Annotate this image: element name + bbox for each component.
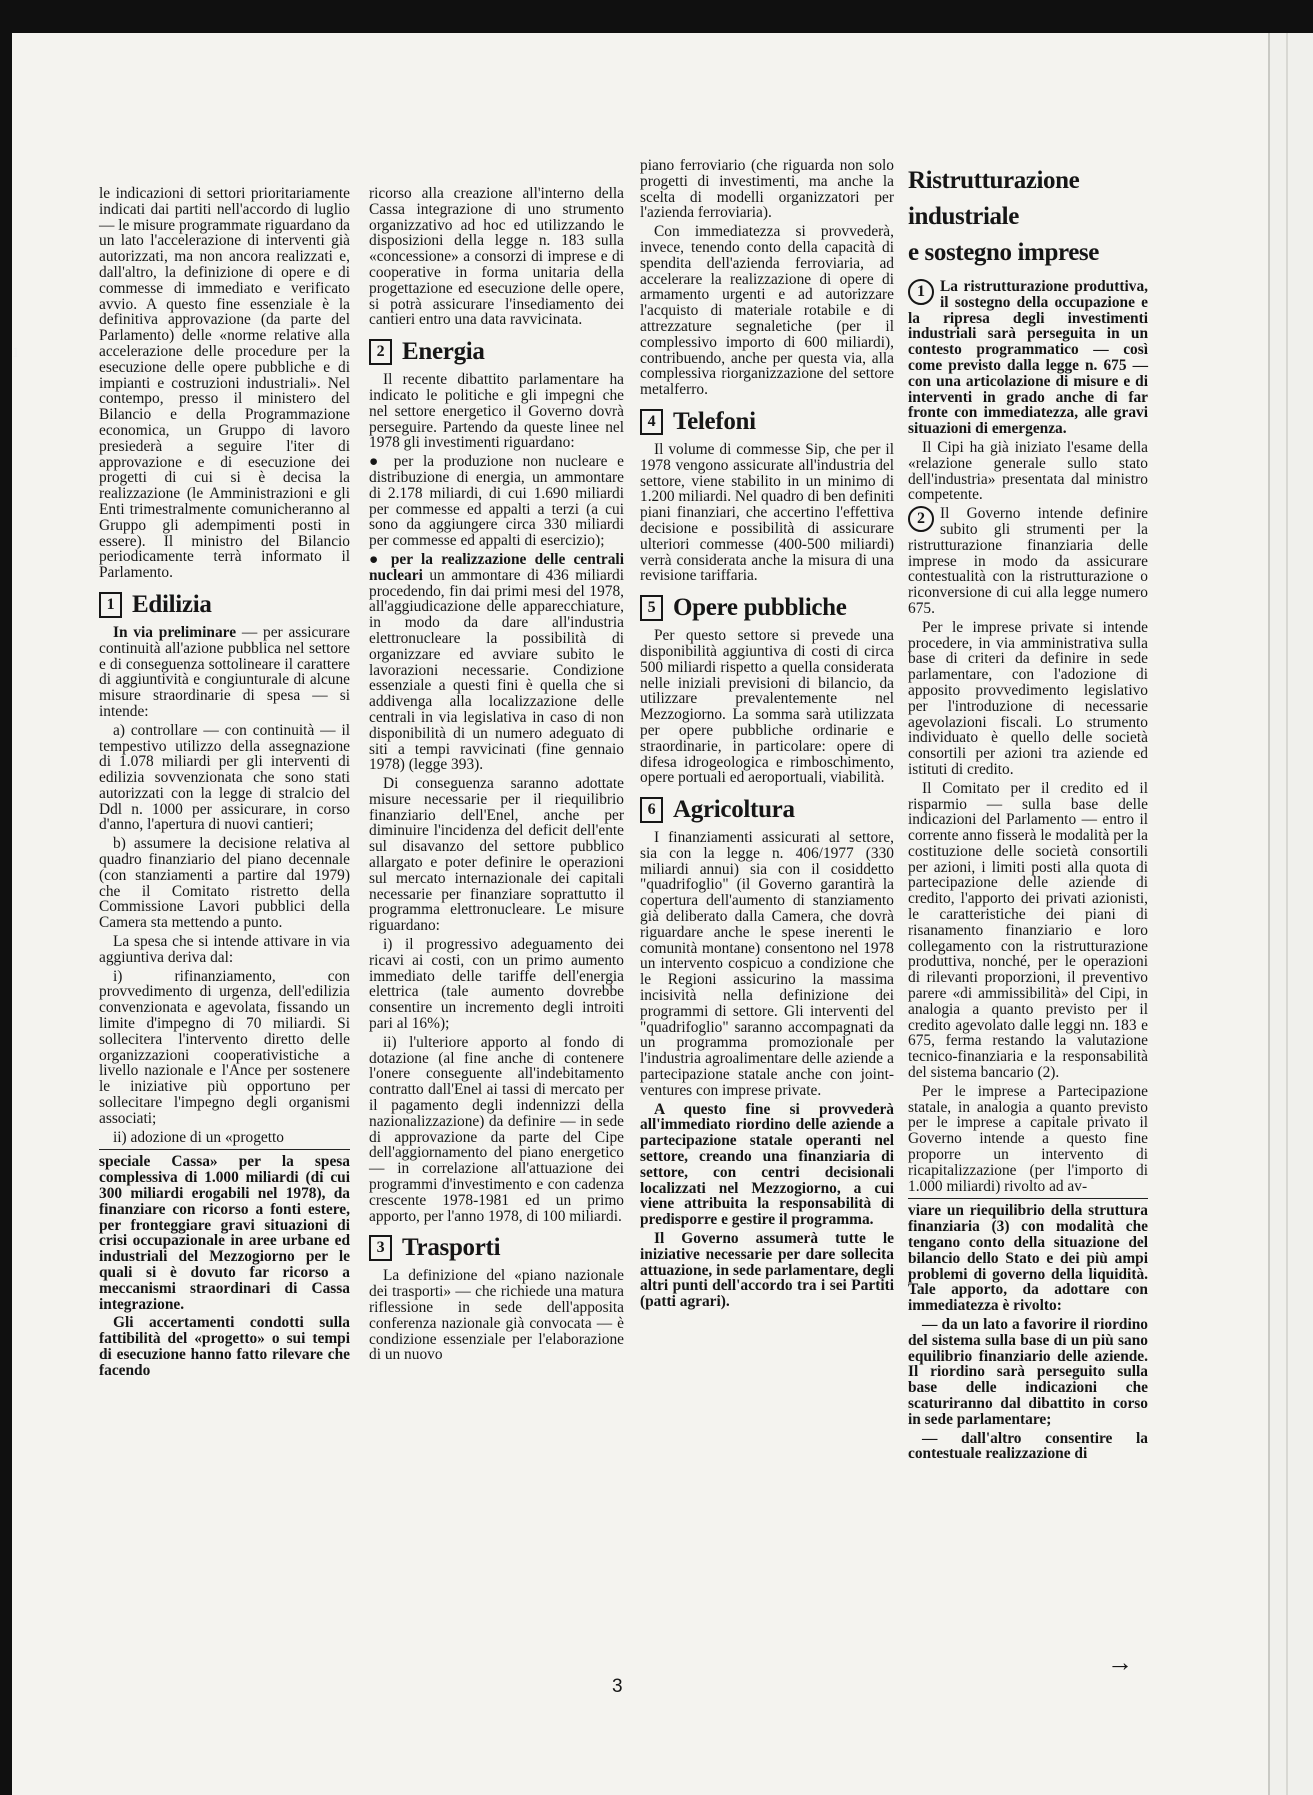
section-number-box: 6 [640,797,663,823]
section-heading-opere-pubbliche [640,594,894,622]
section-title: Agricoltura [673,796,795,824]
heading-line: industriale [908,203,1019,230]
col1-paragraph: i) rifinanziamento, con provvedimento di urgenza, dell'edilizia convenzionata e agevolata, fissando un limite d'impegno di 70 miliardi. Si sollecitera l'intervento diretto delle organizzazioni cooperativistiche a livello nazionale e l'Ance per sostenere le iniziative più opportuno per sollecitare l'impegno degli organismi associati; [99,967,350,1127]
section-number-box: 1 [99,592,122,618]
paragraph-text: un ammontare di 436 miliardi procedendo, fin dai primi mesi del 1978, all'aggiudicazione delle apparecchiature, in modo da dare all'industria elettronucleare la possibilità di organizzare ed avviare subito le lavorazioni necessarie. Condizione essenziale a questi fini è quella che si addivenga alla localizzazione delle centrali in via legislativa in caso di non disponibilità di un numero adeguato di siti a tempi ravvicinati (fine gennaio 1978) (legge 393). [369,566,624,774]
col4-paragraph: Per le imprese a Partecipazione statale, in analogia a quanto previsto per le imprese a capitale privato il Governo intende a questo fine proporre un intervento di ricapitalizzazione (per l'importo di 1.000 miliardi) rivolto ad av- [908,1082,1148,1195]
paragraph-text: — per assicurare continuità all'azione pubblica nel settore e di conseguenza sottolineare il carattere di aggiuntività e congiunturale di alcune misure straordinarie di spesa — si intende: [99,623,350,720]
page-edge [1268,33,1313,1795]
col3-paragraph: Con immediatezza si provvederà, invece, tenendo conto della capacità di spendita dell'azienda ferroviaria, ad accelerare la realizzazione di opere di armamento urgenti e ad autorizzare l'acquisto di materiale rotabile e di attrezzature segnaletiche (per il complessivo importo di 600 miliardi), contribuendo, anche per questa via, alla complessiva riorganizzazione del settore metalferro. [640,223,894,399]
col2-paragraph: La definizione del «piano nazionale dei trasporti» — che richiede una matura riflessione in sede dell'apposita conferenza nazionale già convocata — è condizione essenziale per l'elaborazione di un nuovo [369,1267,624,1364]
section-heading-telefoni [640,408,894,436]
section-title: Telefoni [673,407,756,435]
col2-paragraph [369,552,624,773]
divider [908,1198,1148,1199]
col4-paragraph: Per le imprese private si intende procedere, in via amministrativa sulla base di criteri da definire in sede parlamentare, con l'adozione di apposito provvedimento legislativo per l'introduzione di necessarie agevolazioni fiscali. Lo strumento individuato è quello delle società consortili per azioni tra aziende ed istituti di credito. [908,618,1148,778]
col2-paragraph: Di conseguenza saranno adottate misure necessarie per il riequilibrio finanziario dell'Enel, anche per diminuire l'incidenza del deficit dell'ente sul disavanzo del settore pubblico allargato e poter definire le operazioni sul mercato internazionale dei capitali necessarie per finanziare soprattutto il programma elettronucleare. Le misure riguardano: [369,775,624,935]
col3-paragraph: Il volume di commesse Sip, che per il 1978 vengono assicurate all'industria del settore, viene stabilito in un minimo di 1.200 miliardi. Nel quadro di ben definiti piani finanziari, che accertino l'effettiva decisione e possibilità di assicurare ulteriori commesse (400-500 miliardi) verrà considerata anche la misura di una revisione tariffaria. [640,440,894,585]
section-heading-ristrutturazione [908,163,1148,271]
circled-number: 2 [908,506,934,532]
col1-paragraph: b) assumere la decisione relativa al quadro finanziario del piano decennale (con stanziamenti a partire dal 1979) che il Comitato ristretto della Commissione Lavori pubblici della Camera sta mettendo a punto. [99,835,350,932]
col3-paragraph: Per questo settore si prevede una disponibilità aggiuntiva di costi di circa 500 miliardi rispetto a quella considerata nelle iniziali previsioni di bilancio, da utilizzare prevalentemente nel Mezzogiorno. La somma sarà utilizzata per opere pubbliche ordinarie e straordinarie, in particolare: opere di difesa idrogeologica e rimboschimento, opere portuali ed aeroportuali, viabilità. [640,627,894,787]
section-number-box: 2 [369,339,392,365]
section-heading-trasporti [369,1234,624,1262]
col4-paragraph: Il Comitato per il credito ed il risparmio — sulla base delle indicazioni del Parlamento — entro il corrente anno fisserà le modalità per la costituzione delle società consortili per azioni, i limiti posti alla quota di partecipazione delle aziende di credito, l'apporto dei privati azionisti, le caratteristiche dei piani di risanamento finanziario e loro collegamento con la ristrutturazione produttiva, nonché, per le operazioni di rilevanti proporzioni, il preventivo parere «di ammissibilità» del Cipi, in analogia a quanto previsto per il credito agevolato dalle leggi nn. 183 e 675, ferma restando la valutazione tecnico-finanziaria e la responsabilità del sistema bancario (2). [908,779,1148,1082]
col1-paragraph: le indicazioni di settori prioritariamente indicati dai partiti nell'accordo di luglio — le misure programmate riguardano da un lato l'accelerazione di interventi già autorizzati, ma non ancora realizzati e, dall'altro, la definizione di opere e di commesse di immediato e verificato avvio. A questo fine essenziale è la definitiva approvazione (da parte del Parlamento) delle «norme relative alla accelerazione delle procedure per la esecuzione delle opere pubbliche e di impianti e costruzioni industriali». Nel contempo, presso il ministero del Bilancio e della Programmazione economica, un Gruppo di lavoro presiederà a seguire l'iter di approvazione e di esecuzione dei progetti di cui si è decisa la realizzazione (le Amministrazioni e gli Enti trimestralmente comunicheranno al Gruppo gli adempimenti posti in essere). Il ministro del Bilancio periodicamente terrà informato il Parlamento. [99,185,350,582]
heading-line: e sostegno imprese [908,239,1099,266]
section-heading-energia [369,338,624,366]
col1-paragraph: a) controllare — con continuità — il tempestivo utilizzo della assegnazione di 1.078 miliardi per gli interventi di edilizia sovvenzionata che sono stati autorizzati con la legge di stralcio del Ddl n. 1000 per assicurare, in corso d'anno, l'apertura di nuovi cantieri; [99,721,350,834]
col1-paragraph: La spesa che si intende attivare in via aggiuntiva deriva dal: [99,933,350,966]
lead-in: In via preliminare [113,623,237,641]
section-number-box: 3 [369,1235,392,1261]
section-title: Opere pubbliche [673,594,847,622]
section-heading-edilizia [99,591,350,619]
section-title: Edilizia [132,590,212,618]
margin-mark: 1 [12,345,20,361]
section-heading-agricoltura [640,796,894,824]
document-page [12,33,1270,1795]
col4-paragraph: — da un lato a favorire il riordino del sistema sulla base di un più sano equilibrio finanziario delle aziende. Il riordino sarà perseguito sulla base delle indicazioni che scaturiranno dal dibattito in corso in sede parlamentare; [908,1316,1148,1428]
page-number: 3 [612,1676,623,1697]
col2-paragraph: ● per la produzione non nucleare e distribuzione di energia, un ammontare di 2.178 miliardi, di cui 1.690 miliardi per commesse ed appalti a terzi (a cui sono da aggiungere circa 330 miliardi per commesse ed appalti di esercizio); [369,453,624,550]
col1-paragraph: speciale Cassa» per la spesa complessiva di 1.000 miliardi (di cui 300 miliardi erogabili nel 1978), da finanziare con ricorso a fonti estere, per fronteggiare gravi situazioni di crisi occupazionale in aree urbane ed industriali del Mezzogiorno per le quali si è dovuto far ricorso a meccanismi straordinari di Cassa integrazione. [99,1153,350,1313]
lead-in: ● per la realizzazione delle centrali nucleari [369,550,624,584]
column-2 [369,186,624,1366]
col1-paragraph [99,625,350,720]
column-4 [908,163,1148,1465]
column-3 [640,158,894,1313]
col3-paragraph: piano ferroviario (che riguarda non solo progetti di investimenti, ma anche la scelta di modelli organizzatori per l'azienda ferroviaria). [640,157,894,222]
divider [99,1149,350,1150]
circled-number: 1 [908,279,934,305]
col2-paragraph: ricorso alla creazione all'interno della Cassa integrazione di uno strumento organizzativo ad hoc ed utilizzando le disposizioni della legge n. 183 sulla «concessione» a consorzi di imprese e di cooperative in forma unitaria della progettazione ed esecuzione delle opere, si potrà assicurare l'insediamento dei cantieri entro una data ravvicinata. [369,185,624,329]
col1-paragraph: ii) adozione di un «progetto [113,1128,284,1146]
col2-paragraph: Il recente dibattito parlamentare ha indicato le politiche e gli impegni che nel settore energetico il Governo dovrà perseguire. Partendo da queste linee nel 1978 gli investimenti riguardano: [369,371,624,452]
section-number-box: 4 [640,409,663,435]
paragraph-text: Il Governo intende definire subito gli strumenti per la ristrutturazione finanziaria delle imprese in modo da assicurare contestualità con la ristrutturazione o riconversione di cui alla legge numero 675. [908,505,1148,617]
col3-paragraph: Il Governo assumerà tutte le iniziative necessarie per dare sollecita attuazione, in sede parlamentare, degli altri punti dell'accordo tra i sei Partiti (patti agrari). [640,1230,894,1311]
col4-paragraph: — dall'altro consentire la contestuale realizzazione di [908,1429,1148,1463]
col4-paragraph: Il Cipi ha già iniziato l'esame della «relazione generale sullo stato dell'industria» presentata dal ministro competente. [908,438,1148,504]
col2-paragraph: ii) l'ulteriore apporto al fondo di dotazione (al fine anche di contenere l'onere conseguente all'indebitamento contratto dall'Enel ai tassi di mercato per il pagamento degli indennizzi della nazionalizzazione) da definire — in sede di approvazione da parte del Cipe dell'aggiornamento del piano energetico — in correlazione all'attuazione dei programmi d'investimento e con cadenza crescente 1978-1981 ed un primo apporto, per l'anno 1978, di 100 miliardi. [369,1033,624,1225]
section-title: Energia [402,338,485,366]
section-title: Trasporti [402,1234,501,1262]
heading-line: Ristrutturazione [908,167,1080,194]
col4-paragraph [908,279,1148,437]
col4-paragraph [908,506,1148,617]
section-number-box: 5 [640,595,663,621]
paragraph-text: La ristrutturazione produttiva, il sostegno della occupazione e la ripresa degli investimenti industriali sarà perseguita in un contesto programmatico — così come previsto dalla legge n. 675 — con una articolazione di misure e di interventi in grado anche di far fronte con immediatezza, alle gravi situazioni di emergenza. [908,278,1148,438]
col3-paragraph: A questo fine si provvederà all'immediato riordino delle aziende a partecipazione statale operanti nel settore, creando una finanziaria di settore, con centri decisionali localizzati nel Mezzogiorno, a cui viene attribuita la responsabilità di predisporre e gestire il programma. [640,1100,894,1229]
column-1 [99,186,350,1382]
continue-arrow-icon: → [1107,1648,1133,1677]
col1-paragraph: Gli accertamenti condotti sulla fattibilità del «progetto» o sui tempi di esecuzione hanno fatto rilevare che facendo [99,1314,350,1379]
col3-paragraph: I finanziamenti assicurati al settore, sia con la legge n. 406/1977 (330 miliardi annui) sia con il cosiddetto "quadrifoglio" (il Governo garantirà la copertura dell'aumento di stanziamento già deliberato dalla Camera, che dovrà riguardare anche le spese inerenti le comunità montane) consentono nel 1978 un intervento cospicuo a condizione che le Regioni assicurino la massima incisività nella definizione dei programmi di settore. Gli interventi del "quadrifoglio" saranno accompagnati da un programma promozionale per l'industria agroalimentare delle aziende a partecipazione statale anche con joint-ventures con imprese private. [640,829,894,1099]
col2-paragraph: i) il progressivo adeguamento dei ricavi ai costi, con un primo aumento immediato delle tariffe dell'energia elettrica (tale aumento dovrebbe consentire un incremento degli introiti pari al 16%); [369,936,624,1033]
col4-paragraph: viare un riequilibrio della struttura finanziaria (3) con modalità che tengano conto della situazione del bilancio dello Stato e dei più ampi problemi di governo della liquidità. Tale apporto, da adottare con immediatezza è rivolto: [908,1202,1148,1315]
